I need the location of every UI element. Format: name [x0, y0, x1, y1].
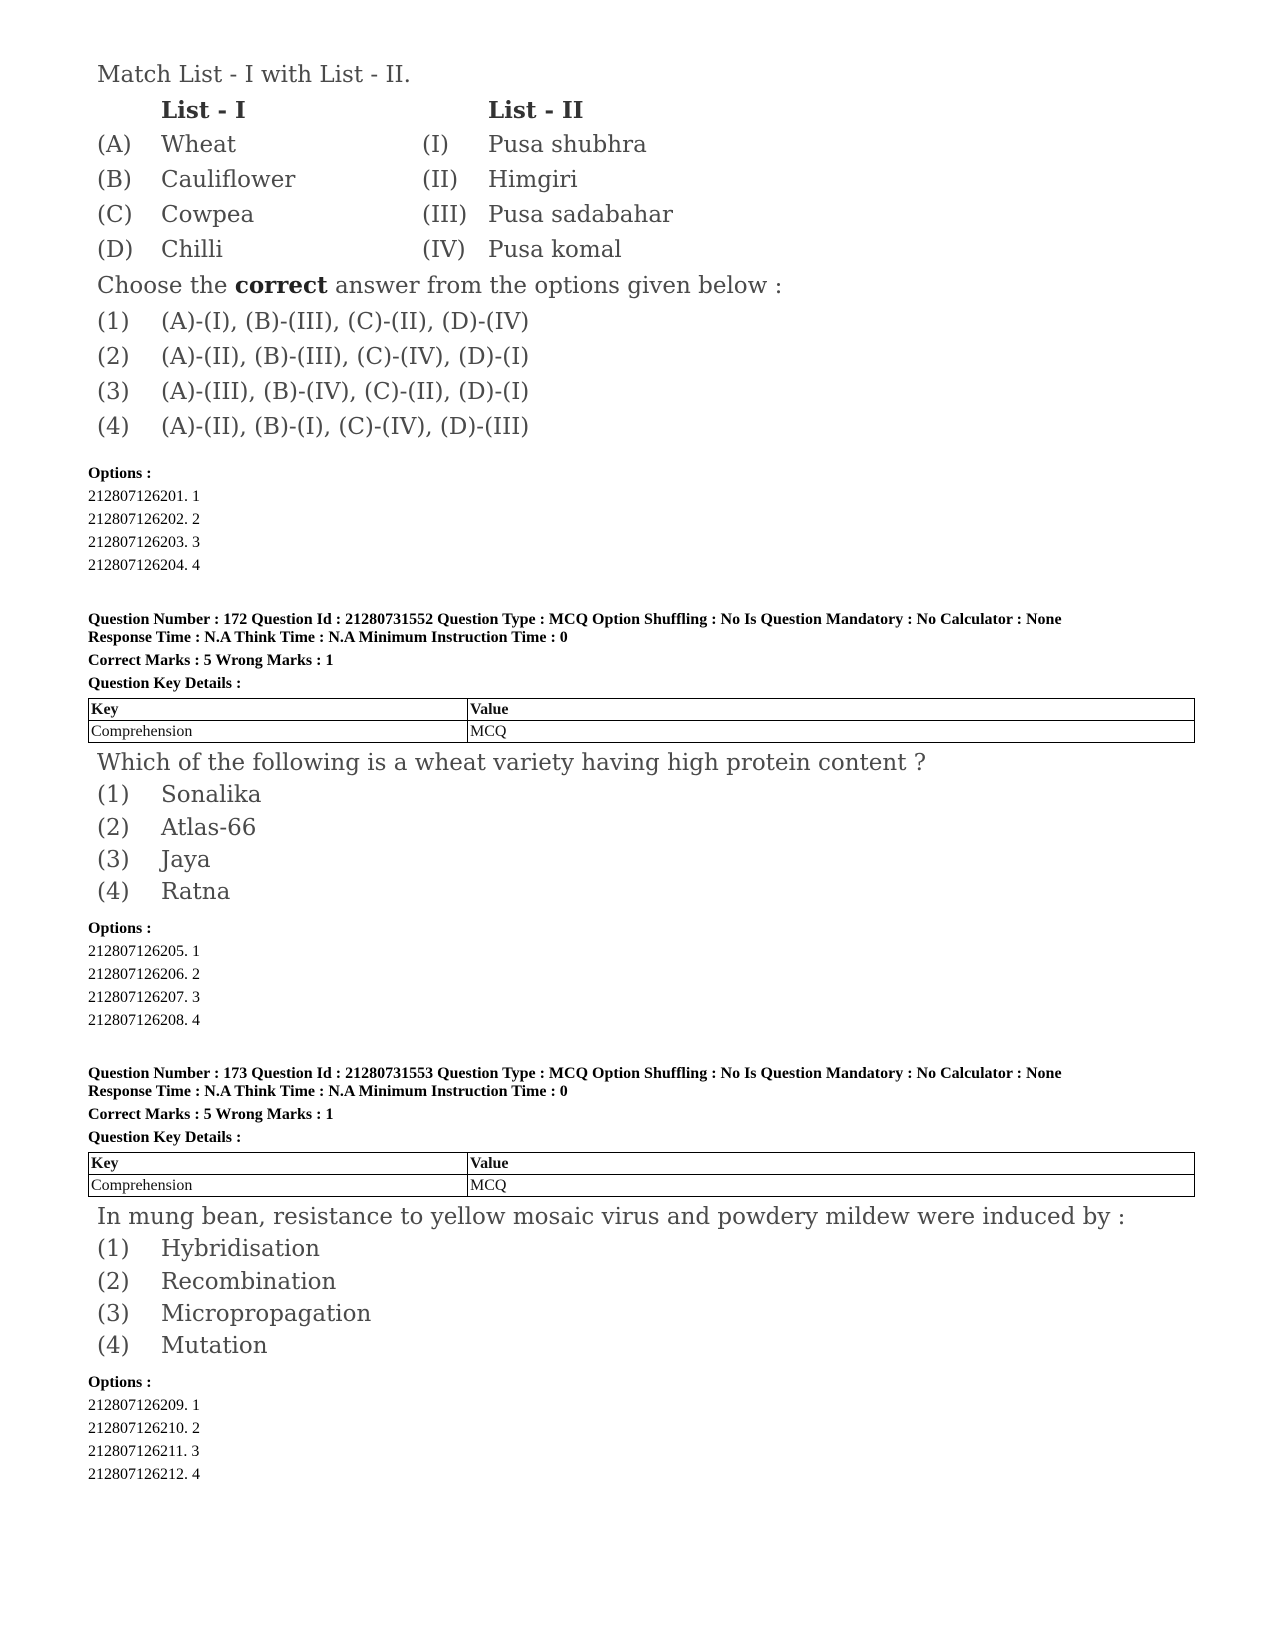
choice-text: Recombination [161, 1269, 337, 1295]
instruction-text: Choose the [97, 273, 235, 299]
q173-question-image [97, 1204, 1126, 1364]
choice-number: (4) [97, 414, 130, 440]
q172-meta-line-2: Response Time : N.A Think Time : N.A Minimum Instruction Time : 0 [88, 629, 568, 646]
q172-option-id: 212807126208. 4 [88, 1012, 200, 1029]
q171-list2-heading: List - II [488, 97, 584, 124]
row-label: (I) [422, 132, 450, 158]
q172-marks: Correct Marks : 5 Wrong Marks : 1 [88, 652, 334, 669]
choice-number: (1) [97, 309, 130, 335]
choice-text: Jaya [161, 847, 211, 873]
instruction-bold-word: correct [234, 272, 328, 299]
row-label: (B) [97, 167, 132, 193]
row-label: (D) [97, 237, 134, 263]
choice-number: (2) [97, 344, 130, 370]
q171-option-id: 212807126203. 3 [88, 534, 200, 551]
q171-option-id: 212807126202. 2 [88, 511, 200, 528]
q172-question-image [97, 750, 927, 910]
list2-item: Himgiri [488, 167, 578, 193]
list1-item: Cowpea [161, 202, 255, 228]
q173-stem: In mung bean, resistance to yellow mosaic virus and powdery mildew were induced by : [97, 1204, 1126, 1230]
q173-option-id: 212807126209. 1 [88, 1397, 200, 1414]
row-label: (IV) [422, 237, 466, 263]
q172-option-id: 212807126206. 2 [88, 966, 200, 983]
table-row [89, 721, 1195, 743]
q173-options-label: Options : [88, 1374, 152, 1391]
q172-option-id: 212807126205. 1 [88, 943, 200, 960]
q171-option-id: 212807126204. 4 [88, 557, 200, 574]
q171-instruction [97, 272, 782, 299]
q172-options-label: Options : [88, 920, 152, 937]
table-row [89, 1175, 1195, 1197]
choice-text: (A)-(III), (B)-(IV), (C)-(II), (D)-(I) [161, 379, 530, 405]
instruction-text: answer from the options given below : [327, 273, 783, 299]
choice-number: (2) [97, 815, 130, 841]
list2-item: Pusa sadabahar [488, 202, 674, 228]
q173-marks: Correct Marks : 5 Wrong Marks : 1 [88, 1106, 334, 1123]
q172-meta-line-1: Question Number : 172 Question Id : 21280731552 Question Type : MCQ Option Shuffling : No Is Question Mandatory : No Calculator : None [88, 611, 1062, 628]
table-header-row [89, 1153, 1195, 1175]
choice-number: (1) [97, 782, 130, 808]
table-header-row [89, 699, 1195, 721]
list1-item: Cauliflower [161, 167, 296, 193]
choice-text: Ratna [161, 879, 231, 905]
q173-key-table [88, 1152, 1195, 1197]
key-header: Key [89, 699, 468, 721]
q172-option-id: 212807126207. 3 [88, 989, 200, 1006]
choice-text: Mutation [161, 1333, 268, 1359]
choice-number: (1) [97, 1236, 130, 1262]
choice-text: (A)-(I), (B)-(III), (C)-(II), (D)-(IV) [161, 309, 530, 335]
q173-meta-line-2: Response Time : N.A Think Time : N.A Minimum Instruction Time : 0 [88, 1083, 568, 1100]
choice-number: (4) [97, 1333, 130, 1359]
choice-text: (A)-(II), (B)-(I), (C)-(IV), (D)-(III) [161, 414, 530, 440]
q173-option-id: 212807126211. 3 [88, 1443, 200, 1460]
row-label: (C) [97, 202, 133, 228]
list2-item: Pusa shubhra [488, 132, 647, 158]
choice-text: Atlas-66 [161, 815, 257, 841]
q171-option-id: 212807126201. 1 [88, 488, 200, 505]
q173-option-id: 212807126212. 4 [88, 1466, 200, 1483]
q171-options-label: Options : [88, 465, 152, 482]
choice-number: (3) [97, 847, 130, 873]
choice-number: (3) [97, 379, 130, 405]
list1-item: Chilli [161, 237, 223, 263]
row-label: (A) [97, 132, 132, 158]
row-label: (III) [422, 202, 468, 228]
choice-text: (A)-(II), (B)-(III), (C)-(IV), (D)-(I) [161, 344, 530, 370]
choice-number: (3) [97, 1301, 130, 1327]
q171-stem: Match List - I with List - II. [97, 62, 411, 88]
choice-text: Hybridisation [161, 1236, 320, 1262]
row-label: (II) [422, 167, 459, 193]
list1-item: Wheat [161, 132, 237, 158]
value-cell: MCQ [468, 1175, 1195, 1197]
value-cell: MCQ [468, 721, 1195, 743]
choice-text: Micropropagation [161, 1301, 372, 1327]
q172-key-table [88, 698, 1195, 743]
q171-question-image [97, 62, 797, 452]
q173-key-details-label: Question Key Details : [88, 1129, 242, 1146]
key-cell: Comprehension [89, 721, 468, 743]
choice-number: (4) [97, 879, 130, 905]
list2-item: Pusa komal [488, 237, 622, 263]
q172-key-details-label: Question Key Details : [88, 675, 242, 692]
value-header: Value [468, 699, 1195, 721]
value-header: Value [468, 1153, 1195, 1175]
q173-meta-line-1: Question Number : 173 Question Id : 21280731553 Question Type : MCQ Option Shuffling : No Is Question Mandatory : No Calculator : None [88, 1065, 1062, 1082]
key-header: Key [89, 1153, 468, 1175]
choice-number: (2) [97, 1269, 130, 1295]
q171-list1-heading: List - I [161, 97, 246, 124]
key-cell: Comprehension [89, 1175, 468, 1197]
choice-text: Sonalika [161, 782, 262, 808]
q172-stem: Which of the following is a wheat variety having high protein content ? [97, 750, 927, 776]
q173-option-id: 212807126210. 2 [88, 1420, 200, 1437]
